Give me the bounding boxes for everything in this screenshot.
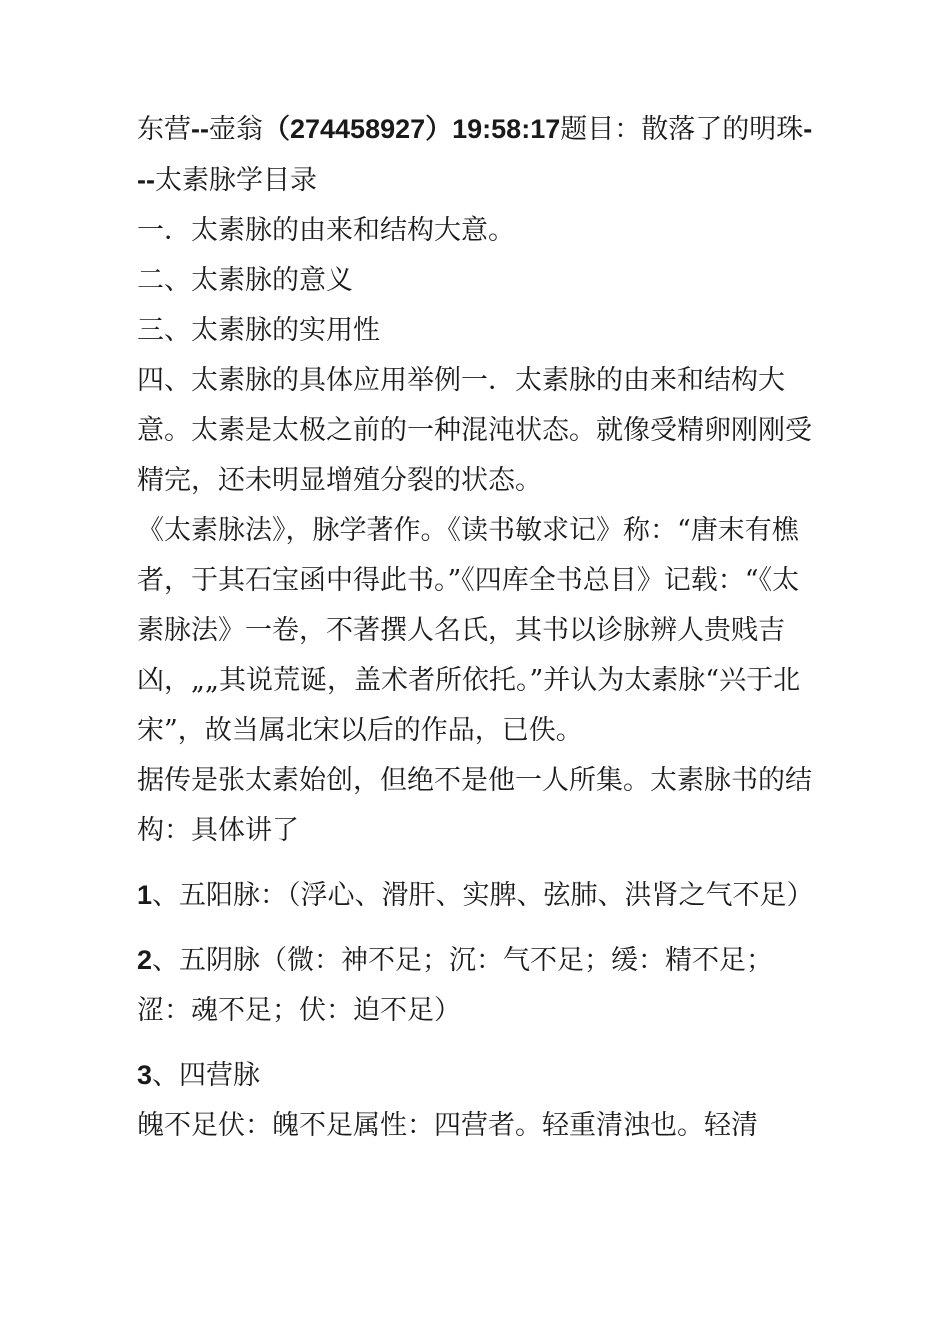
list-item-number: 2 xyxy=(137,945,153,975)
list-item-1 xyxy=(137,870,817,921)
toc-item-1: 一．太素脉的由来和结构大意。 xyxy=(137,215,515,246)
paragraph-4: 四、太素脉的具体应用举例一．太素脉的由来和结构大意。太素是太极之前的一种混沌状态。就像受精卵刚刚受精完，还未明显增殖分裂的状态。 xyxy=(137,365,812,496)
list-item-number: 1 xyxy=(137,880,153,910)
list-item-number: 3 xyxy=(137,1060,153,1090)
paragraph-6: 据传是张太素始创，但绝不是他一人所集。太素脉书的结构：具体讲了 xyxy=(137,765,812,846)
list-item-text: 、五阳脉：（浮心、滑肝、实脾、弦肺、洪肾之气不足） xyxy=(152,880,814,911)
header-title-a: 题目：散落了的明珠 xyxy=(560,114,804,145)
header-id: （274458927） xyxy=(262,114,453,144)
list-item-text: 、四营脉 xyxy=(152,1060,261,1091)
header-title-b: 太素脉学目录 xyxy=(154,165,317,196)
list-item-3 xyxy=(137,1050,817,1101)
paragraph-5: 《太素脉法》，脉学著作。《读书敏求记》称：“唐末有樵者，于其石宝函中得此书。”《四库全书总目》记载：“《太素脉法》一卷，不著撰人名氏，其书以诊脉辨人贵贱吉凶，„„其说荒诞，盖术者所依托。”并认为太素脉“兴于北宋”，故当属北宋以后的作品，已佚。 xyxy=(137,515,801,746)
list-item-2 xyxy=(137,935,817,1036)
tail-paragraph: 魄不足伏：魄不足属性：四营者。轻重清浊也。轻清 xyxy=(137,1110,758,1141)
header-name: 壶翁 xyxy=(208,114,263,145)
toc-item-3: 三、太素脉的实用性 xyxy=(137,315,380,346)
document-body xyxy=(137,104,817,1151)
header-sep2: --- xyxy=(137,114,813,195)
header-prefix: 东营 xyxy=(137,114,191,145)
toc-item-2: 二、太素脉的意义 xyxy=(137,265,353,296)
header-sep: -- xyxy=(191,114,209,144)
header-line xyxy=(137,104,817,206)
header-time: 19:58:17 xyxy=(452,114,561,144)
list-item-text: 、五阴脉（微：神不足；沉：气不足；缓：精不足；涩：魂不足；伏：迫不足） xyxy=(137,945,774,1026)
